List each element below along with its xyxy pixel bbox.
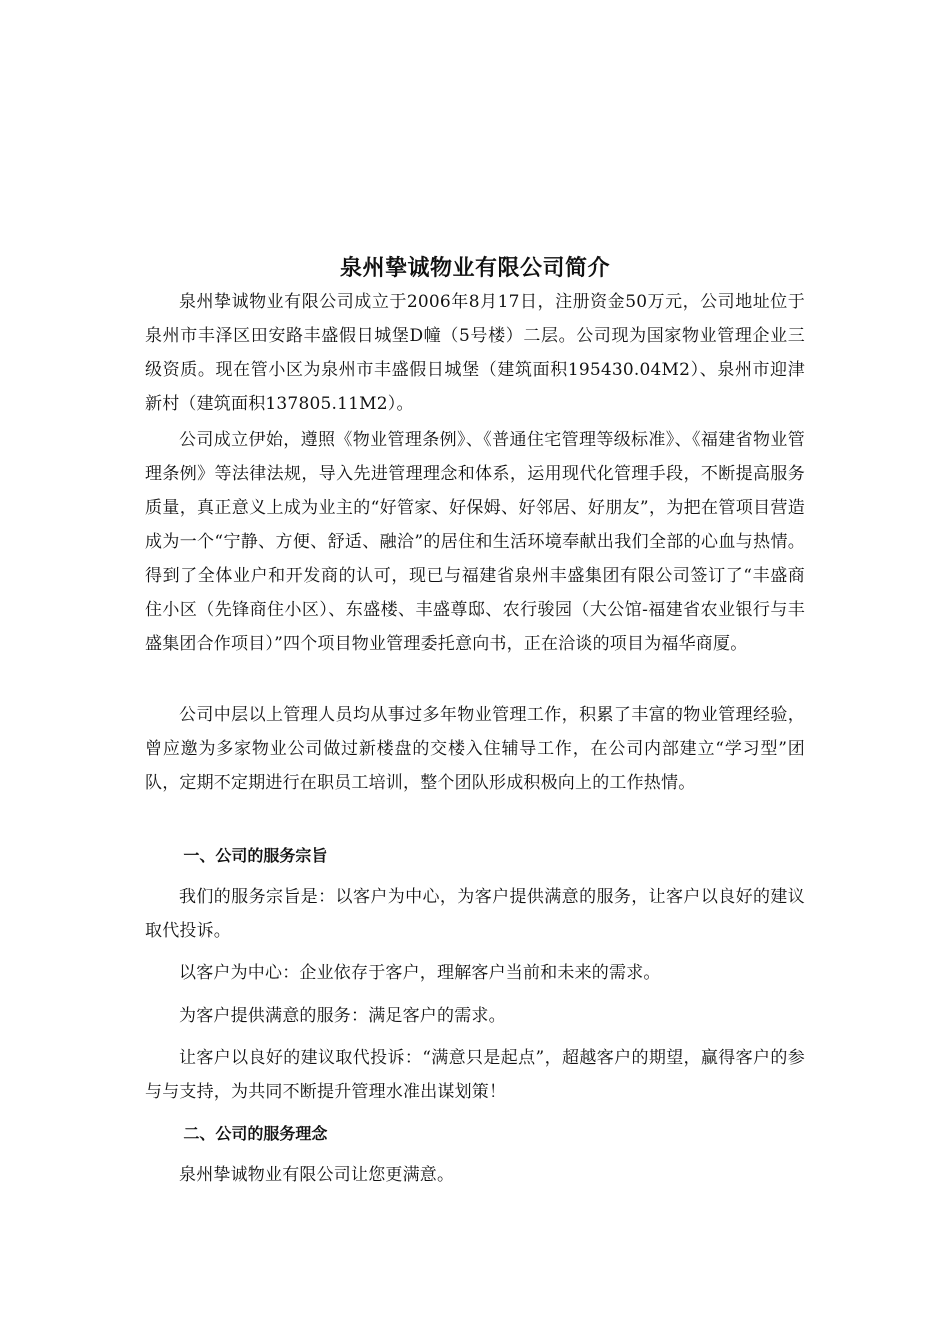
section-heading-service-philosophy: 二、公司的服务理念: [183, 1124, 328, 1143]
section-heading-service-purpose: 一、公司的服务宗旨: [183, 846, 328, 865]
service-purpose-paragraph-4: 让客户以良好的建议取代投诉：“满意只是起点”，超越客户的期望，赢得客户的参与与支持，为共同不断提升管理水准出谋划策！: [145, 1048, 805, 1102]
document-title: 泉州挚诚物业有限公司简介: [339, 255, 610, 281]
service-purpose-paragraph-2: 以客户为中心：企业依存于客户，理解客户当前和未来的需求。: [179, 963, 661, 983]
intro-paragraph-2: 公司成立伊始，遵照《物业管理条例》、《普通住宅管理等级标准》、《福建省物业管理条例》等法律法规，导入先进管理理念和体系，运用现代化管理手段，不断提高服务质量，真正意义上成为业主的“好管家、好保姆、好邻居、好朋友”，为把在管项目营造成为一个“宁静、方便、舒适、融洽”的居住和生活环境奉献出我们全部的心血与热情。得到了全体业户和开发商的认可，现已与福建省泉州丰盛集团有限公司签订了“丰盛商住小区（先锋商住小区）、东盛楼、丰盛尊邸、农行骏园（大公馆-福建省农业银行与丰盛集团合作项目）”四个项目物业管理委托意向书，正在洽谈的项目为福华商厦。: [145, 430, 805, 654]
intro-paragraph-3: 公司中层以上管理人员均从事过多年物业管理工作，积累了丰富的物业管理经验，曾应邀为多家物业公司做过新楼盘的交楼入住辅导工作，在公司内部建立“学习型”团队，定期不定期进行在职员工培训，整个团队形成积极向上的工作热情。: [145, 705, 805, 793]
service-purpose-paragraph-3: 为客户提供满意的服务：满足客户的需求。: [179, 1006, 506, 1026]
intro-paragraph-1: 泉州挚诚物业有限公司成立于2006年8月17日，注册资金50万元，公司地址位于泉州市丰泽区田安路丰盛假日城堡D幢（5号楼）二层。公司现为国家物业管理企业三级资质。现在管小区为泉州市丰盛假日城堡（建筑面积195430.04M2）、泉州市迎津新村（建筑面积137805.11M2）。: [145, 292, 805, 414]
service-purpose-paragraph-1: 我们的服务宗旨是：以客户为中心，为客户提供满意的服务，让客户以良好的建议取代投诉。: [145, 887, 805, 941]
service-philosophy-paragraph-1: 泉州挚诚物业有限公司让您更满意。: [179, 1165, 455, 1185]
